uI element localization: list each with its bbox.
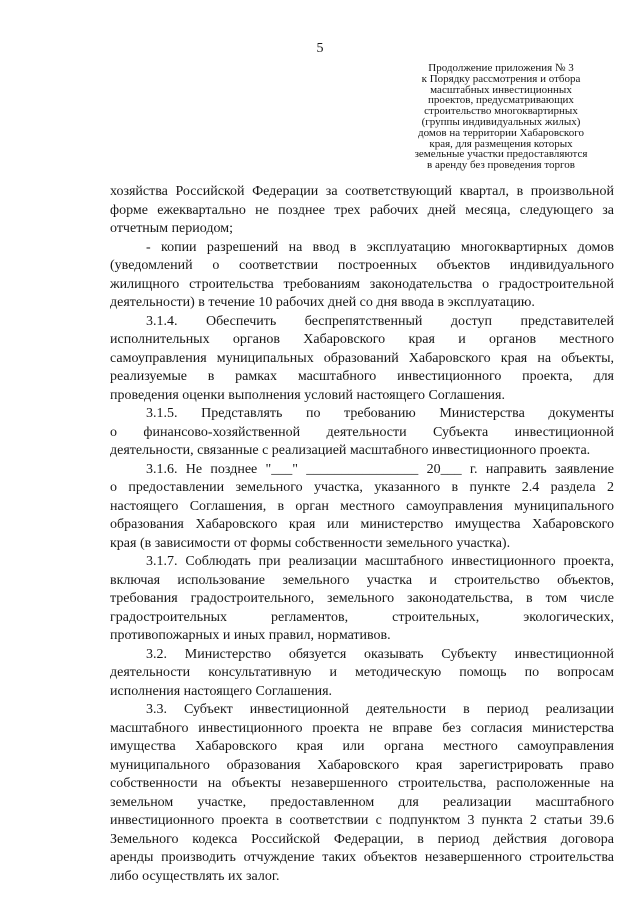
body-line: либо осуществлять их залог. bbox=[110, 868, 280, 884]
body-line: отчетным периодом; bbox=[110, 221, 233, 236]
appendix-header-line: земельные участки предоставляются bbox=[414, 148, 588, 161]
appendix-header bbox=[398, 63, 604, 171]
body-line: аренды производить отчуждение таких объектов незавершенного строительства bbox=[110, 850, 614, 865]
body-line: земельном участке, предоставленном для реализации масштабного bbox=[110, 794, 614, 810]
body-line: деятельности) в течение 10 рабочих дней со дня ввода в эксплуатацию. bbox=[110, 295, 535, 310]
body-line: деятельности консультативную и методическую помощь по вопросам bbox=[110, 665, 614, 680]
body-line: о предоставлении земельного участка, указанного в пункте 2.4 раздела 2 bbox=[110, 480, 614, 495]
body-line: реализуемые в рамках масштабного инвестиционного проекта, для bbox=[110, 369, 614, 384]
body-line: 3.3. Субъект инвестиционной деятельности в период реализации bbox=[146, 702, 614, 717]
appendix-header-line: (группы индивидуальных жилых) bbox=[421, 115, 581, 128]
appendix-header-line: домов на территории Хабаровского bbox=[418, 126, 584, 139]
body-line: требования градостроительного, земельного законодательства, в том числе bbox=[110, 591, 614, 606]
body-line: муниципального образования Хабаровского края зарегистрировать право bbox=[110, 757, 614, 773]
body-line: 3.1.6. Не позднее "___" ________________ 20___ г. направить заявление bbox=[146, 461, 614, 477]
appendix-header-line: в аренду без проведения торгов bbox=[427, 159, 575, 172]
body-line: (уведомлений о соответствии построенных объектов индивидуального bbox=[110, 258, 614, 273]
body-line: о финансово-хозяйственной деятельности Субъекта инвестиционной bbox=[110, 424, 614, 440]
appendix-header-line: Продолжение приложения № 3 bbox=[428, 62, 574, 74]
page-number: 5 bbox=[316, 41, 324, 56]
body-line: 3.2. Министерство обязуется оказывать Субъекту инвестиционной bbox=[146, 646, 614, 662]
body-line: 3.1.4. Обеспечить беспрепятственный доступ представителей bbox=[146, 313, 614, 329]
body-line: противопожарных и иных правил, нормативов. bbox=[110, 628, 391, 643]
body-line: образования Хабаровского края или министерство имущества Хабаровского bbox=[110, 517, 614, 532]
body-line: 3.1.7. Соблюдать при реализации масштабного инвестиционного проекта, bbox=[146, 554, 614, 569]
body-line: включая использование земельного участка и строительство объектов, bbox=[110, 572, 614, 588]
appendix-header-line: масштабных инвестиционных bbox=[430, 83, 572, 96]
body-line: - копии разрешений на ввод в эксплуатацию многоквартирных домов bbox=[146, 239, 614, 255]
body-line: имущества Хабаровского края или органа местного самоуправления bbox=[110, 739, 614, 754]
body-line: форме ежеквартально не позднее трех рабочих дней месяца, следующего за bbox=[110, 202, 614, 218]
body-line: собственности на объекты незавершенного строительства, расположенные на bbox=[110, 776, 614, 791]
appendix-header-line: края, для размещения которых bbox=[429, 137, 573, 150]
appendix-header-line: к Порядку рассмотрения и отбора bbox=[421, 72, 581, 85]
body-line: жилищного строительства требованиям законодательства о градостроительной bbox=[110, 276, 614, 292]
body-line: Земельного кодекса Российской Федерации, в период действия договора bbox=[110, 831, 614, 847]
body-line: 3.1.5. Представлять по требованию Министерства документы bbox=[146, 406, 614, 421]
appendix-header-line: строительство многоквартирных bbox=[424, 105, 578, 118]
body-text bbox=[110, 183, 614, 886]
appendix-header-line: проектов, предусматривающих bbox=[428, 94, 574, 107]
body-line: края (в зависимости от формы собственности земельного участка). bbox=[110, 535, 511, 551]
body-line: хозяйства Российской Федерации за соответствующий квартал, в произвольной bbox=[110, 184, 614, 199]
body-line: инвестиционного проекта в соответствии с подпунктом 3 пункта 2 статьи 39.6 bbox=[110, 813, 614, 828]
body-line: самоуправления муниципальных образований Хабаровского края на объекты, bbox=[110, 350, 614, 366]
body-line: градостроительных регламентов, строительных, экологических, bbox=[110, 609, 614, 625]
body-line: исполнительных органов Хабаровского края и органов местного bbox=[110, 332, 614, 347]
body-line: проведения оценки выполнения условий настоящего Соглашения. bbox=[110, 387, 505, 403]
body-line: деятельности, связанные с реализацией масштабного инвестиционного проекта. bbox=[110, 443, 591, 458]
body-line: настоящего Соглашения, в орган местного самоуправления муниципального bbox=[110, 498, 614, 514]
body-line: масштабного инвестиционного проекта не вправе без согласия министерства bbox=[110, 720, 614, 736]
body-line: исполнения настоящего Соглашения. bbox=[110, 683, 333, 699]
